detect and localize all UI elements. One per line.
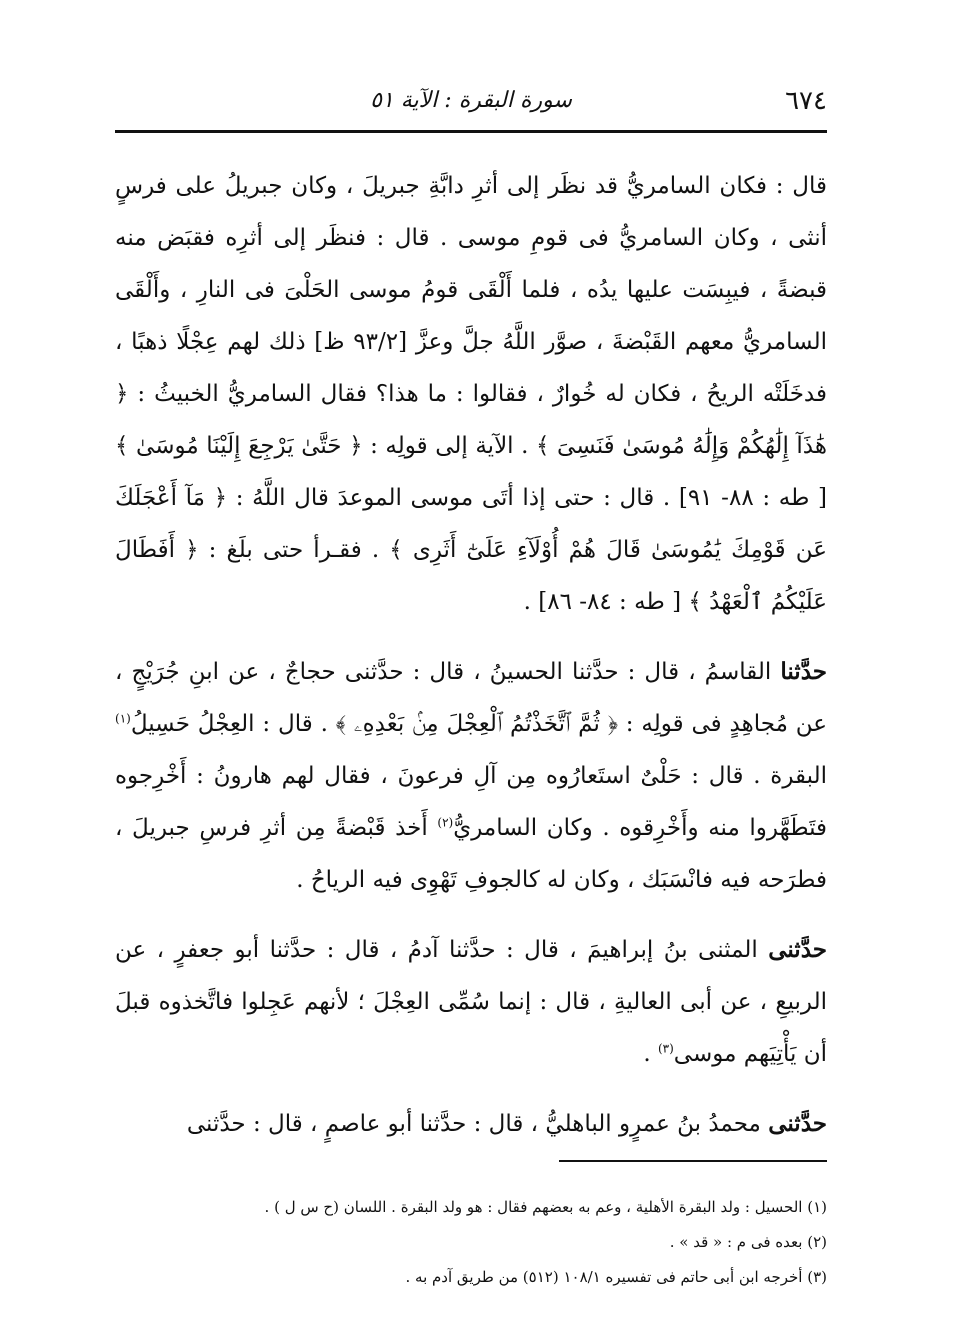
- paragraph-1: [115, 160, 827, 628]
- paragraph-text: المثنى بنُ إبراهيمَ ، قال : حدَّثنا آدمُ ، قال : حدَّثنا أبو جعفرٍ ، عن الربيعِ ، عن أبى العاليةِ ، قال : إنما سُمِّى العِجْلَ ؛ لأنهم عَجِلوا فاتَّخذوه قبلَ أن يَأْتِيَهم موسى: [115, 937, 827, 1067]
- paragraph-3: [115, 924, 827, 1080]
- paragraph-lead: حدَّثنا: [780, 658, 827, 685]
- footnote-ref-3[interactable]: (٣): [657, 1041, 674, 1056]
- paragraph-text: البقرة . قال : حَلْىٌ استَعارُوه مِن آلِ فرعونَ ، فقال لهم هارونُ : أَخْرِجوه فتَطَهَّروا منه وأَخْرِقوه . وكان السامريُّ: [115, 763, 827, 841]
- page-header: [115, 78, 827, 122]
- footnote-3: (٣) أخرجه ابن أبى حاتم فى تفسيره ١٠٨/١ (٥١٢) من طريق آدم به .: [405, 1268, 827, 1286]
- footnote-ref-2[interactable]: (٢): [437, 815, 454, 830]
- paragraph-lead: حدَّثنى: [768, 936, 827, 963]
- footnote-2: (٢) بعده فى م : « قد » .: [669, 1233, 827, 1251]
- footnote-1: (١) الحسيل : ولد البقرة الأهلية ، وعم به بعضهم فقال : هو ولد البقرة . اللسان (ح س ل ) .: [264, 1198, 827, 1216]
- header-rule: [115, 130, 827, 133]
- paragraph-4: [115, 1098, 827, 1150]
- paragraph-text: أَخذ قَبْضةً مِن أثرِ فرسِ جبريلَ ، فطرَحه فيه فانْسَبَك ، وكان له كالجوفِ تَهْوِى فيه الرياحُ .: [115, 815, 827, 893]
- running-title: سورة البقرة : الآية ٥١: [370, 88, 572, 113]
- paragraph-lead: حدَّثنى: [768, 1110, 827, 1137]
- paragraph-text: قال : فكان السامريُّ قد نظَر إلى أثرِ دابَّةِ جبريلَ ، وكان جبريلُ على فرسٍ أنثى ، وكان السامريُّ فى قومِ موسى . قال : فنظَر إلى أثرِه فقبَض منه قبضةً ، فيبِسَت عليها يدُه ، فلما أَلْقَى قومُ موسى الحَلْىَ فى النارِ ، وأَلْقَى السامريُّ معهم القَبْضةَ ، صوَّر اللَّهُ جلَّ وعزَّ [٩٣/٢ ظ] ذلك لهم عِجْلًا ذهبًا ، فدخَلَتْه الريحُ ، فكان له خُوارٌ ، فقالوا : ما هذا؟ فقال السامريُّ الخبيثُ : ﴿ هَٰذَآ إِلَٰهُكُمْ وَإِلَٰهُ مُوسَىٰ فَنَسِىَ ﴾ . الآية إلى قولِه : ﴿ حَتَّىٰ يَرْجِعَ إِلَيْنَا مُوسَىٰ ﴾ [ طه : ٨٨- ٩١] . قال : حتى إذا أتَى موسى الموعدَ قال اللَّهُ : ﴿ مَآ أَعْجَلَكَ عَن قَوْمِكَ يَٰمُوسَىٰ قَالَ هُمْ أُوْلَآءِ عَلَىٰٓ أَثَرِى ﴾ . فقـرأ حتى بلَغ : ﴿ أَفَطَالَ عَلَيْكُمُ ٱلْعَهْدُ ﴾ [ طه : ٨٤- ٨٦] .: [115, 173, 828, 615]
- page-number: ٦٧٤: [785, 86, 827, 116]
- footnote-rule: [559, 1160, 827, 1162]
- main-text: [115, 160, 827, 1168]
- paragraph-text: .: [643, 1041, 658, 1067]
- footnote-ref-1[interactable]: (١): [115, 711, 131, 726]
- paragraph-2: [115, 646, 827, 906]
- paragraph-text: القاسمُ ، قال : حدَّثنا الحسينُ ، قال : حدَّثنى حجاجٌ ، عن ابنِ جُرَيْجٍ ، عن مُجاهِدٍ فى قولِه : ﴿ ثُمَّ ٱتَّخَذْتُمُ ٱلْعِجْلَ مِنۢ بَعْدِهِۦ ﴾ . قال : العِجْلُ حَسِيلُ: [115, 659, 827, 737]
- footnotes: [115, 1190, 827, 1295]
- paragraph-text: محمدُ بنُ عمرٍو الباهليُّ ، قال : حدَّثنا أبو عاصمٍ ، قال : حدَّثنى: [186, 1111, 769, 1137]
